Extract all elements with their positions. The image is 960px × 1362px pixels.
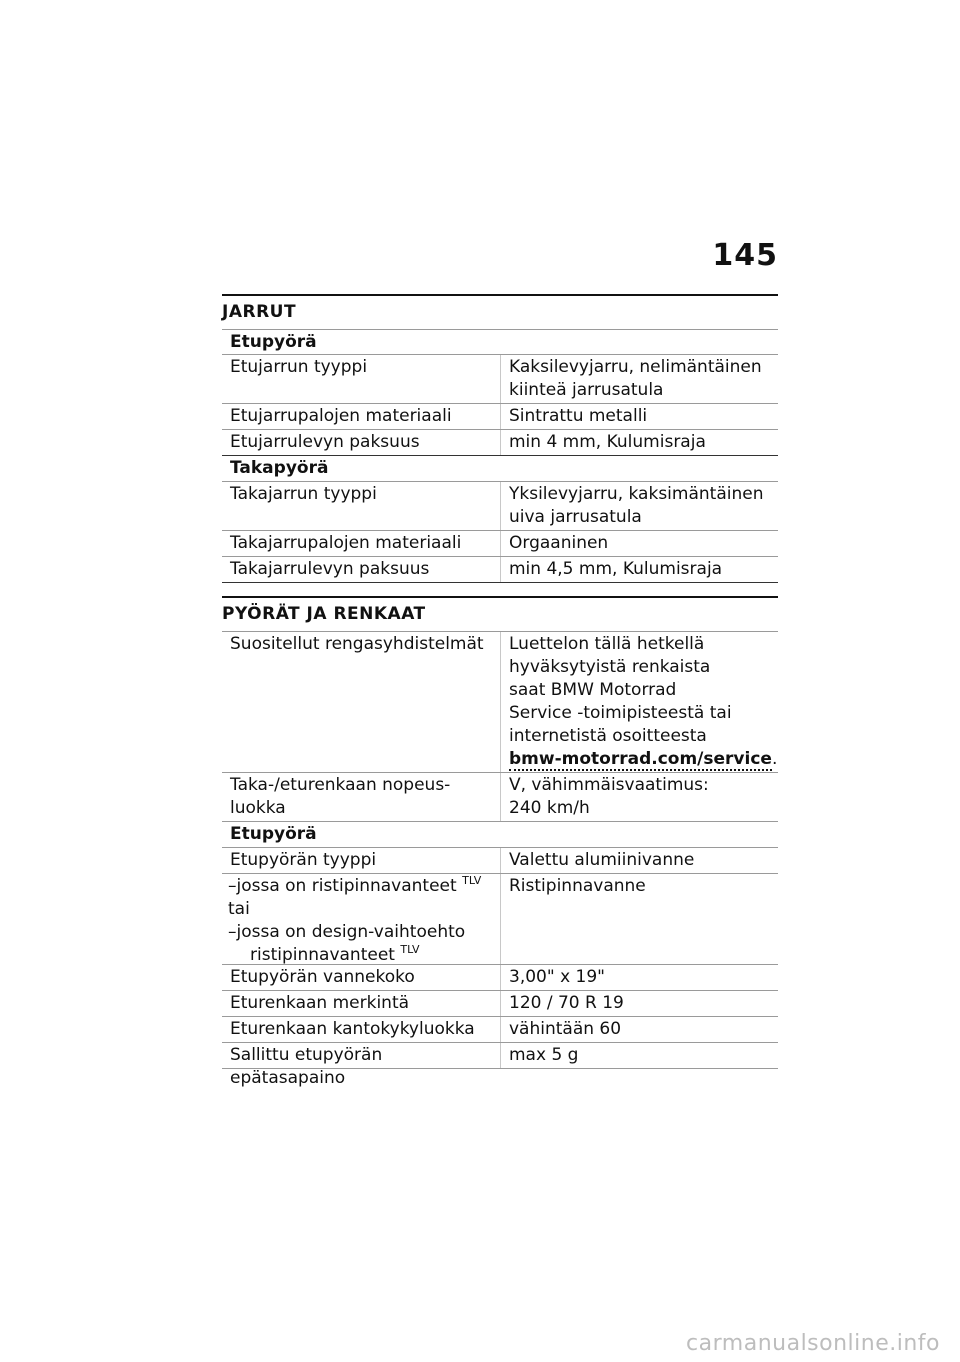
table-row: [222, 1043, 778, 1088]
row-value: [500, 632, 778, 772]
tlv-superscript: TLV: [400, 943, 420, 956]
row-label: Etujarrun tyyppi: [230, 357, 368, 377]
front-brake-heading: Etupyörä: [230, 332, 317, 352]
row-value: 3,00" x 19": [500, 965, 778, 990]
row-value-line: kiinteä jarrusatula: [509, 380, 664, 400]
row-value-line: saat BMW Motorrad: [509, 680, 677, 700]
table-row: [222, 631, 778, 773]
row-value-line: uiva jarrusatula: [509, 507, 642, 527]
rear-brake-heading: Takapyörä: [230, 458, 329, 478]
rear-brake-heading-row: [222, 456, 778, 482]
page-number: 145: [712, 238, 778, 273]
row-value-line: [509, 748, 778, 771]
row-value-line: 240 km/h: [509, 798, 590, 818]
row-label: Takajarrulevyn paksuus: [230, 559, 430, 579]
wheels-section: [222, 596, 778, 1088]
tlv-superscript: TLV: [462, 874, 482, 887]
row-label: Eturenkaan kantokykyluokka: [230, 1019, 475, 1039]
table-row: [222, 965, 778, 991]
row-value-line: V, vähimmäisvaatimus:: [509, 775, 709, 795]
row-label: Etujarrupalojen materiaali: [230, 406, 452, 426]
table-row: [222, 557, 778, 583]
row-value: vähintään 60: [500, 1017, 778, 1042]
row-label-line: [228, 944, 500, 967]
table-row: [222, 1017, 778, 1043]
row-value-line: Yksilevyjarru, kaksimäntäinen: [509, 484, 764, 504]
label-text: –jossa on ristipinnavanteet: [228, 876, 457, 896]
row-value: Sintrattu metalli: [500, 404, 778, 429]
brakes-section: [222, 294, 778, 583]
row-value: [500, 482, 778, 530]
row-label: Etupyörän tyyppi: [230, 850, 377, 870]
row-value: Ristipinnavanne: [500, 874, 778, 964]
row-label: Takajarrupalojen materiaali: [230, 533, 462, 553]
front-wheel-heading: Etupyörä: [230, 824, 317, 844]
row-label: Etujarrulevyn paksuus: [230, 432, 420, 452]
row-value-line: Luettelon tällä hetkellä: [509, 634, 705, 654]
row-label: Sallittu etupyörän epätasapaino: [230, 1045, 383, 1088]
row-value: Valettu alumiinivanne: [500, 848, 778, 873]
row-label-line: tai: [228, 899, 250, 919]
table-row: [222, 874, 778, 965]
row-value: [500, 355, 778, 403]
row-value: Orgaaninen: [500, 531, 778, 556]
row-label: [222, 773, 500, 821]
row-label-line: –jossa on design-vaihtoehto: [228, 922, 466, 942]
row-value: 120 / 70 R 19: [500, 991, 778, 1016]
row-value-line: internetistä osoitteesta: [509, 726, 707, 746]
row-value-line: hyväksytyistä renkaista: [509, 657, 711, 677]
row-value: min 4,5 mm, Kulumisraja: [500, 557, 778, 582]
table-row: [222, 848, 778, 874]
service-link[interactable]: bmw-motorrad.com/service: [509, 749, 772, 769]
table-row: [222, 404, 778, 430]
table-row: [222, 430, 778, 456]
row-label: Takajarrun tyyppi: [230, 484, 377, 504]
table-row: [222, 773, 778, 822]
front-wheel-heading-row: [222, 822, 778, 848]
row-label-line: luokka: [230, 798, 286, 818]
brakes-title: JARRUT: [222, 294, 778, 329]
table-row: [222, 355, 778, 404]
row-label: [222, 874, 500, 964]
row-label: Etupyörän vannekoko: [230, 967, 415, 987]
row-label-line: [228, 875, 500, 898]
row-value-line: Service -toimipisteestä tai: [509, 703, 732, 723]
row-value: [500, 773, 778, 821]
row-value: min 4 mm, Kulumisraja: [500, 430, 778, 455]
table-row: [222, 531, 778, 557]
row-value-line: Kaksilevyjarru, nelimäntäinen: [509, 357, 762, 377]
period: .: [771, 749, 778, 769]
wheels-title: PYÖRÄT JA RENKAAT: [222, 596, 778, 631]
watermark: carmanualsonline.info: [686, 1331, 940, 1356]
front-brake-heading-row: [222, 329, 778, 355]
row-label-line: Taka-/eturenkaan nopeus-: [230, 775, 451, 795]
row-value: max 5 g: [500, 1043, 778, 1068]
row-label: Suositellut rengasyhdistelmät: [230, 634, 484, 654]
table-row: [222, 991, 778, 1017]
label-text: ristipinnavanteet: [250, 945, 395, 965]
table-row: [222, 482, 778, 531]
row-label: Eturenkaan merkintä: [230, 993, 410, 1013]
